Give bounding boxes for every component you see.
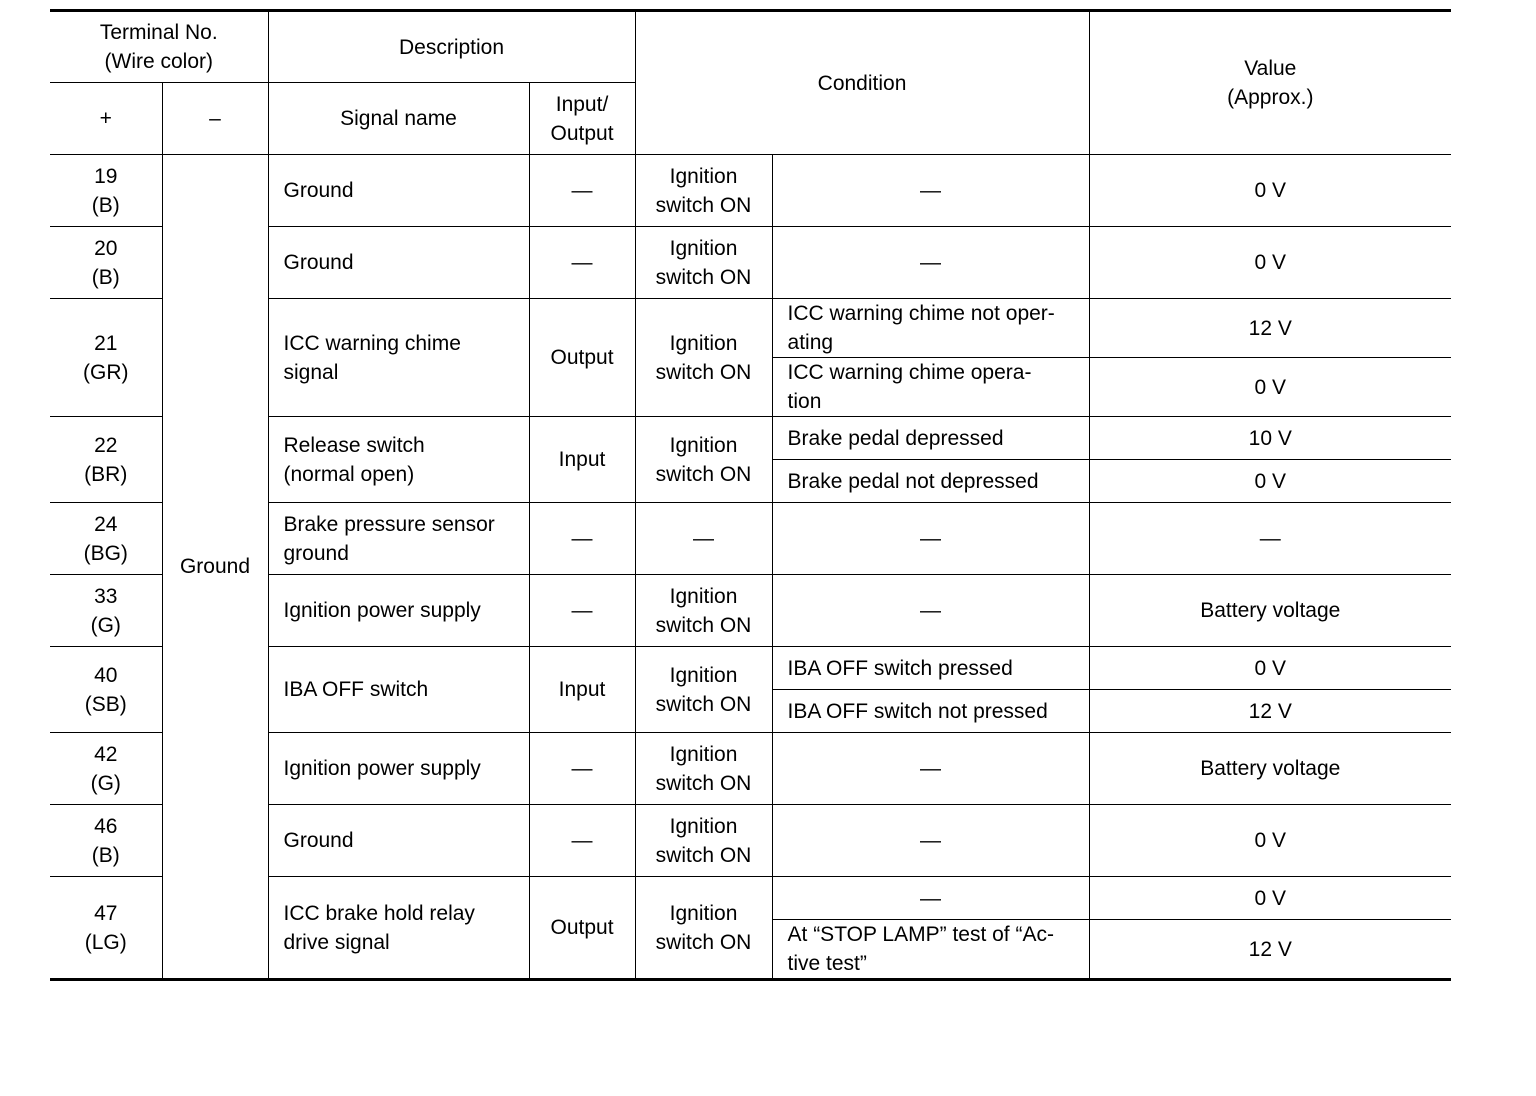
signal-name-cell: Brake pressure sensor ground — [268, 503, 529, 575]
terminal-cell: 42 (G) — [50, 733, 162, 805]
sub-condition-cell: Brake pedal not depressed — [772, 460, 1089, 503]
signal-name-cell: Ground — [268, 227, 529, 299]
sub-condition-cell: Brake pedal depressed — [772, 417, 1089, 460]
value-cell: Battery voltage — [1089, 575, 1451, 647]
input-output-cell: — — [529, 733, 635, 805]
input-output-cell: — — [529, 155, 635, 227]
header-input-output: Input/ Output — [529, 83, 635, 155]
terminal-cell: 46 (B) — [50, 805, 162, 877]
signal-name-cell: IBA OFF switch — [268, 647, 529, 733]
header-plus: + — [50, 83, 162, 155]
header-condition: Condition — [635, 11, 1089, 155]
condition-cell: Ignition switch ON — [635, 877, 772, 980]
header-signal-name: Signal name — [268, 83, 529, 155]
condition-cell: Ignition switch ON — [635, 227, 772, 299]
input-output-cell: — — [529, 575, 635, 647]
header-minus: – — [162, 83, 268, 155]
condition-cell: Ignition switch ON — [635, 299, 772, 417]
input-output-cell: — — [529, 805, 635, 877]
sub-condition-cell: IBA OFF switch not pressed — [772, 690, 1089, 733]
condition-cell: — — [635, 503, 772, 575]
terminal-cell: 19 (B) — [50, 155, 162, 227]
signal-name-cell: ICC brake hold relay drive signal — [268, 877, 529, 980]
input-output-cell: — — [529, 227, 635, 299]
value-cell: 12 V — [1089, 299, 1451, 358]
input-output-cell: Input — [529, 647, 635, 733]
sub-condition-cell: — — [772, 227, 1089, 299]
header-value: Value (Approx.) — [1089, 11, 1451, 155]
sub-condition-cell: — — [772, 733, 1089, 805]
value-cell: Battery voltage — [1089, 733, 1451, 805]
terminal-cell: 40 (SB) — [50, 647, 162, 733]
value-cell: 0 V — [1089, 227, 1451, 299]
input-output-cell: Output — [529, 877, 635, 980]
value-cell: 0 V — [1089, 155, 1451, 227]
signal-name-cell: Ground — [268, 805, 529, 877]
ground-terminal-cell: Ground — [162, 155, 268, 980]
terminal-cell: 33 (G) — [50, 575, 162, 647]
value-cell: 0 V — [1089, 358, 1451, 417]
signal-name-cell: Release switch (normal open) — [268, 417, 529, 503]
sub-condition-cell: IBA OFF switch pressed — [772, 647, 1089, 690]
sub-condition-cell: ICC warning chime not oper- ating — [772, 299, 1089, 358]
sub-condition-cell: — — [772, 155, 1089, 227]
condition-cell: Ignition switch ON — [635, 417, 772, 503]
signal-name-cell: ICC warning chime signal — [268, 299, 529, 417]
value-cell: 0 V — [1089, 647, 1451, 690]
terminal-cell: 24 (BG) — [50, 503, 162, 575]
input-output-cell: Input — [529, 417, 635, 503]
terminal-cell: 22 (BR) — [50, 417, 162, 503]
table-row — [50, 155, 1451, 227]
header-description: Description — [268, 11, 635, 83]
header-terminal-no: Terminal No. (Wire color) — [50, 11, 268, 83]
condition-cell: Ignition switch ON — [635, 155, 772, 227]
input-output-cell: — — [529, 503, 635, 575]
value-cell: 10 V — [1089, 417, 1451, 460]
sub-condition-cell: — — [772, 503, 1089, 575]
value-cell: 12 V — [1089, 690, 1451, 733]
sub-condition-cell: — — [772, 575, 1089, 647]
value-cell: 12 V — [1089, 920, 1451, 980]
condition-cell: Ignition switch ON — [635, 575, 772, 647]
sub-condition-cell: ICC warning chime opera- tion — [772, 358, 1089, 417]
signal-name-cell: Ground — [268, 155, 529, 227]
input-output-cell: Output — [529, 299, 635, 417]
value-cell: 0 V — [1089, 805, 1451, 877]
condition-cell: Ignition switch ON — [635, 805, 772, 877]
sub-condition-cell: — — [772, 805, 1089, 877]
terminal-cell: 21 (GR) — [50, 299, 162, 417]
sub-condition-cell: At “STOP LAMP” test of “Ac- tive test” — [772, 920, 1089, 980]
sub-condition-cell: — — [772, 877, 1089, 920]
condition-cell: Ignition switch ON — [635, 733, 772, 805]
signal-name-cell: Ignition power supply — [268, 575, 529, 647]
value-cell: 0 V — [1089, 460, 1451, 503]
terminal-cell: 47 (LG) — [50, 877, 162, 980]
table-body — [50, 155, 1451, 980]
terminal-cell: 20 (B) — [50, 227, 162, 299]
condition-cell: Ignition switch ON — [635, 647, 772, 733]
value-cell: 0 V — [1089, 877, 1451, 920]
signal-name-cell: Ignition power supply — [268, 733, 529, 805]
value-cell: — — [1089, 503, 1451, 575]
terminal-spec-table — [50, 9, 1451, 981]
